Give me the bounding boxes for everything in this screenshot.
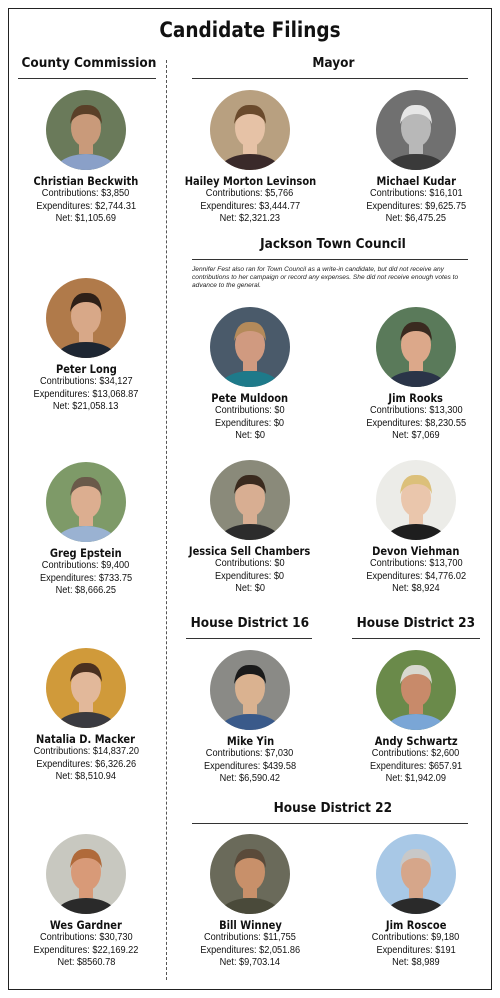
candidate-contributions-text: Contributions: $5,766 [206,188,294,199]
candidate-contributions-text: Contributions: $13,700 [369,558,463,569]
candidate-expenditures-text: Expenditures: $2,051.86 [200,944,300,956]
candidate-name [170,918,330,932]
candidate-contributions-text: Contributions: $34,127 [39,376,133,387]
candidate-photo [46,834,126,914]
candidate-net [6,771,166,784]
candidate-net-text: Net: $8560.78 [57,957,115,968]
section-rule [192,78,468,79]
candidate-name-text: Andy Schwartz [374,734,458,748]
candidate-expenditures-text: Expenditures: $13,068.87 [33,388,139,400]
candidate-expenditures-text: Expenditures: $4,776.02 [366,570,466,582]
candidate-photo [210,460,290,540]
candidate-name [336,734,496,748]
candidate-net [336,773,496,786]
candidate-photo [46,278,126,358]
candidate-card-christian-beckwith [6,90,166,226]
candidate-net [336,430,496,443]
candidate-name [336,544,496,558]
candidate-contributions-text: Contributions: $0 [215,405,285,416]
candidate-name-text: Jessica Sell Chambers [189,544,311,558]
candidate-expenditures [336,418,496,431]
candidate-contributions-text: Contributions: $9,400 [42,560,130,571]
candidate-net [336,583,496,596]
candidate-name [6,918,166,932]
candidate-name-text: Bill Winney [218,918,282,932]
section-town-council-label: Jackson Town Council [260,236,406,252]
section-county-commission [14,55,164,71]
candidate-net-text: Net: $9,703.14 [219,957,281,968]
candidate-expenditures-text: Expenditures: $2,744.31 [36,200,136,212]
candidate-name-text: Mike Yin [226,734,274,748]
candidate-contributions-text: Contributions: $14,837.20 [33,746,139,757]
candidate-name-text: Wes Gardner [50,918,122,932]
candidate-name [6,732,166,746]
candidate-contributions [6,746,166,759]
candidate-net [170,957,330,970]
candidate-name-text: Christian Beckwith [33,174,139,188]
candidate-net-text: Net: $8,510.94 [55,771,117,782]
candidate-photo [46,462,126,542]
candidate-photo [376,834,456,914]
candidate-photo [46,648,126,728]
candidate-expenditures [6,201,166,214]
candidate-expenditures [6,573,166,586]
section-rule [18,78,156,79]
candidate-contributions-text: Contributions: $9,180 [372,932,460,943]
candidate-name-text: Pete Muldoon [211,391,289,405]
candidate-card-pete-muldoon [170,307,330,443]
candidate-expenditures [170,761,330,774]
candidate-name [170,174,330,188]
candidate-expenditures-text: Expenditures: $6,326.26 [36,758,136,770]
candidate-expenditures [336,761,496,774]
candidate-card-jim-rooks [336,307,496,443]
candidate-contributions [336,748,496,761]
candidate-contributions [6,932,166,945]
candidate-expenditures-text: Expenditures: $191 [376,944,456,956]
candidate-name-text: Natalia D. Macker [36,732,136,746]
candidate-net-text: Net: $6,475.25 [385,213,447,224]
candidate-expenditures [170,418,330,431]
candidate-name [6,362,166,376]
council-note: Jennifer Fest also ran for Town Council as a write-in candidate, but did not receive any contributions to her campaign or record any expenses. She did not receive enough votes to advance to the general. [192,266,459,289]
candidate-expenditures-text: Expenditures: $0 [215,570,285,582]
candidate-name [336,174,496,188]
candidate-name-text: Hailey Morton Levinson [184,174,316,188]
candidate-expenditures [6,945,166,958]
candidate-net [170,583,330,596]
candidate-contributions-text: Contributions: $7,030 [206,748,294,759]
candidate-contributions-text: Contributions: $13,300 [369,405,463,416]
candidate-name [6,174,166,188]
candidate-contributions [6,560,166,573]
candidate-expenditures [170,945,330,958]
candidate-net-text: Net: $1,105.69 [55,213,117,224]
candidate-card-wes-gardner [6,834,166,970]
candidate-photo [376,307,456,387]
candidate-photo [376,460,456,540]
candidate-net [6,213,166,226]
section-town-council [192,236,474,252]
candidate-photo [46,90,126,170]
candidate-net [6,585,166,598]
section-mayor-label: Mayor [311,55,355,71]
candidate-net-text: Net: $2,321.23 [219,213,281,224]
candidate-net-text: Net: $8,666.25 [55,585,117,596]
candidate-photo [210,90,290,170]
candidate-net [6,401,166,414]
candidate-expenditures [6,759,166,772]
section-mayor [192,55,474,71]
candidate-card-peter-long [6,278,166,414]
candidate-card-mike-yin [170,650,330,786]
candidate-name-text: Devon Viehman [372,544,460,558]
section-house-district-22 [192,800,474,816]
candidate-contributions [170,748,330,761]
candidate-contributions [336,932,496,945]
candidate-expenditures-text: Expenditures: $22,169.22 [33,944,139,956]
candidate-photo [210,307,290,387]
candidate-net-text: Net: $7,069 [392,430,440,441]
candidate-expenditures [6,389,166,402]
candidate-contributions-text: Contributions: $11,755 [204,932,296,943]
candidate-expenditures-text: Expenditures: $733.75 [39,572,133,584]
candidate-card-andy-schwartz [336,650,496,786]
section-rule [352,638,480,639]
candidate-net [336,957,496,970]
candidate-photo [210,650,290,730]
candidate-contributions [6,376,166,389]
candidate-contributions [170,188,330,201]
candidate-net-text: Net: $1,942.09 [385,773,447,784]
candidate-net [170,773,330,786]
candidate-expenditures [170,201,330,214]
candidate-name-text: Michael Kudar [376,174,456,188]
candidate-card-devon-viehman [336,460,496,596]
candidate-contributions [336,558,496,571]
section-house-district-16 [180,615,320,631]
candidate-name-text: Jim Roscoe [385,918,447,932]
candidate-card-michael-kudar [336,90,496,226]
page-title: Candidate Filings [159,18,341,42]
candidate-name-text: Peter Long [55,362,117,376]
candidate-photo [210,834,290,914]
candidate-expenditures [336,201,496,214]
candidate-net [170,430,330,443]
candidate-name [336,391,496,405]
candidate-name [336,918,496,932]
candidate-card-jim-roscoe [336,834,496,970]
candidate-expenditures [336,945,496,958]
candidate-net [336,213,496,226]
candidate-name-text: Greg Epstein [50,546,122,560]
candidate-net-text: Net: $0 [235,430,265,441]
candidate-photo [376,90,456,170]
candidate-contributions-text: Contributions: $2,600 [372,748,460,759]
section-county-commission-label: County Commission [21,55,157,71]
candidate-contributions-text: Contributions: $16,101 [369,188,463,199]
column-divider [166,60,167,980]
candidate-net-text: Net: $21,058.13 [53,401,119,412]
section-house-district-16-label: House District 16 [190,615,310,631]
candidate-photo [376,650,456,730]
section-rule [192,259,468,260]
candidate-net-text: Net: $8,989 [392,957,440,968]
candidate-expenditures-text: Expenditures: $9,625.75 [366,200,466,212]
candidate-contributions-text: Contributions: $30,730 [39,932,133,943]
candidate-expenditures-text: Expenditures: $657.91 [369,760,463,772]
candidate-contributions [336,188,496,201]
candidate-card-bill-winney [170,834,330,970]
candidate-contributions-text: Contributions: $3,850 [42,188,130,199]
candidate-expenditures [336,571,496,584]
candidate-contributions [170,558,330,571]
candidate-expenditures-text: Expenditures: $8,230.55 [366,417,466,429]
candidate-contributions [6,188,166,201]
candidate-name [170,734,330,748]
candidate-expenditures-text: Expenditures: $0 [215,417,285,429]
section-house-district-22-label: House District 22 [273,800,393,816]
candidate-expenditures-text: Expenditures: $3,444.77 [200,200,300,212]
section-rule [192,823,468,824]
candidate-name [170,544,330,558]
candidate-expenditures [170,571,330,584]
candidate-card-natalia-macker [6,648,166,784]
candidate-contributions [170,405,330,418]
candidate-net-text: Net: $6,590.42 [219,773,281,784]
candidate-card-hailey-morton-levinson [170,90,330,226]
candidate-contributions [170,932,330,945]
candidate-contributions [336,405,496,418]
section-house-district-23 [346,615,486,631]
candidate-card-jessica-sell-chambers [170,460,330,596]
candidate-expenditures-text: Expenditures: $439.58 [203,760,297,772]
candidate-net [170,213,330,226]
candidate-net-text: Net: $0 [235,583,265,594]
candidate-name-text: Jim Rooks [388,391,444,405]
candidate-net [6,957,166,970]
section-house-district-23-label: House District 23 [356,615,476,631]
candidate-name [170,391,330,405]
candidate-name [6,546,166,560]
section-rule [186,638,312,639]
candidate-contributions-text: Contributions: $0 [215,558,285,569]
candidate-net-text: Net: $8,924 [392,583,440,594]
candidate-card-greg-epstein [6,462,166,598]
